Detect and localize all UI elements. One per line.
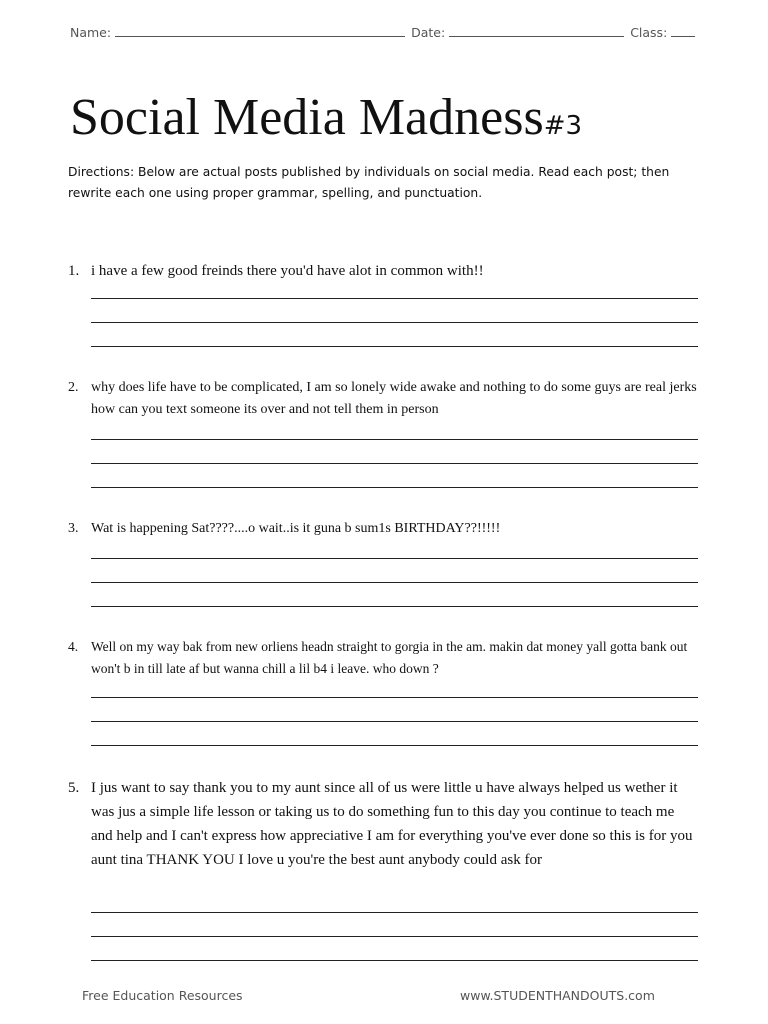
answer-lines bbox=[91, 558, 698, 607]
footer-left: Free Education Resources bbox=[82, 988, 243, 1003]
answer-line bbox=[91, 439, 698, 440]
item-number: 2. bbox=[68, 380, 79, 395]
name-label: Name: bbox=[70, 25, 112, 40]
answer-line bbox=[91, 463, 698, 464]
answer-line bbox=[91, 606, 698, 607]
answer-line bbox=[91, 936, 698, 937]
item-text: why does life have to be complicated, I am so lonely wide awake and nothing to do some guys are real jerks how can you text someone its over and not tell them in person bbox=[91, 380, 697, 417]
answer-lines bbox=[91, 697, 698, 746]
answer-line bbox=[91, 721, 698, 722]
answer-line bbox=[91, 487, 698, 488]
name-blank bbox=[115, 24, 405, 37]
date-label: Date: bbox=[411, 25, 446, 40]
class-label: Class: bbox=[630, 25, 668, 40]
item-text: Well on my way bak from new orliens headn straight to gorgia in the am. makin dat money yall gotta bank out won't b in till late af but wanna chill a lil b4 i leave. who down ? bbox=[91, 639, 688, 676]
answer-line bbox=[91, 697, 698, 698]
answer-line bbox=[91, 346, 698, 347]
item-number: 5. bbox=[68, 780, 80, 796]
directions-text: Directions: Below are actual posts published by individuals on social media. Read each post; then rewrite each one using proper grammar, spelling, and punctuation. bbox=[68, 165, 670, 200]
student-info-row bbox=[70, 20, 698, 40]
answer-line bbox=[91, 745, 698, 746]
item-number: 3. bbox=[68, 521, 79, 536]
item-number: 4. bbox=[68, 639, 79, 654]
answer-lines bbox=[91, 912, 698, 961]
answer-line bbox=[91, 322, 698, 323]
item-number: 1. bbox=[68, 263, 80, 279]
answer-line bbox=[91, 582, 698, 583]
item-text: Wat is happening Sat????....o wait..is it guna b sum1s BIRTHDAY??!!!!! bbox=[91, 521, 501, 536]
item-text: i have a few good freinds there you'd have alot in common with!! bbox=[91, 263, 484, 279]
answer-line bbox=[91, 298, 698, 299]
title-number: #3 bbox=[543, 111, 583, 141]
date-blank bbox=[449, 24, 624, 37]
footer-website[interactable]: www.STUDENTHANDOUTS.com bbox=[460, 988, 655, 1003]
answer-line bbox=[91, 558, 698, 559]
class-blank bbox=[671, 24, 695, 37]
page-title bbox=[70, 89, 583, 146]
answer-lines bbox=[91, 439, 698, 488]
title-main: Social Media Madness bbox=[70, 89, 544, 146]
answer-line bbox=[91, 912, 698, 913]
answer-line bbox=[91, 960, 698, 961]
answer-lines bbox=[91, 298, 698, 347]
item-text: I jus want to say thank you to my aunt since all of us were little u have always helped us wether it was jus a simple life lesson or taking us to do something fun to this day you continue to teach me and help and I can't express how appreciative I am for everything you've ever done so this is for you aunt tina THANK YOU I love u you're the best aunt anybody could ask for bbox=[91, 780, 693, 868]
